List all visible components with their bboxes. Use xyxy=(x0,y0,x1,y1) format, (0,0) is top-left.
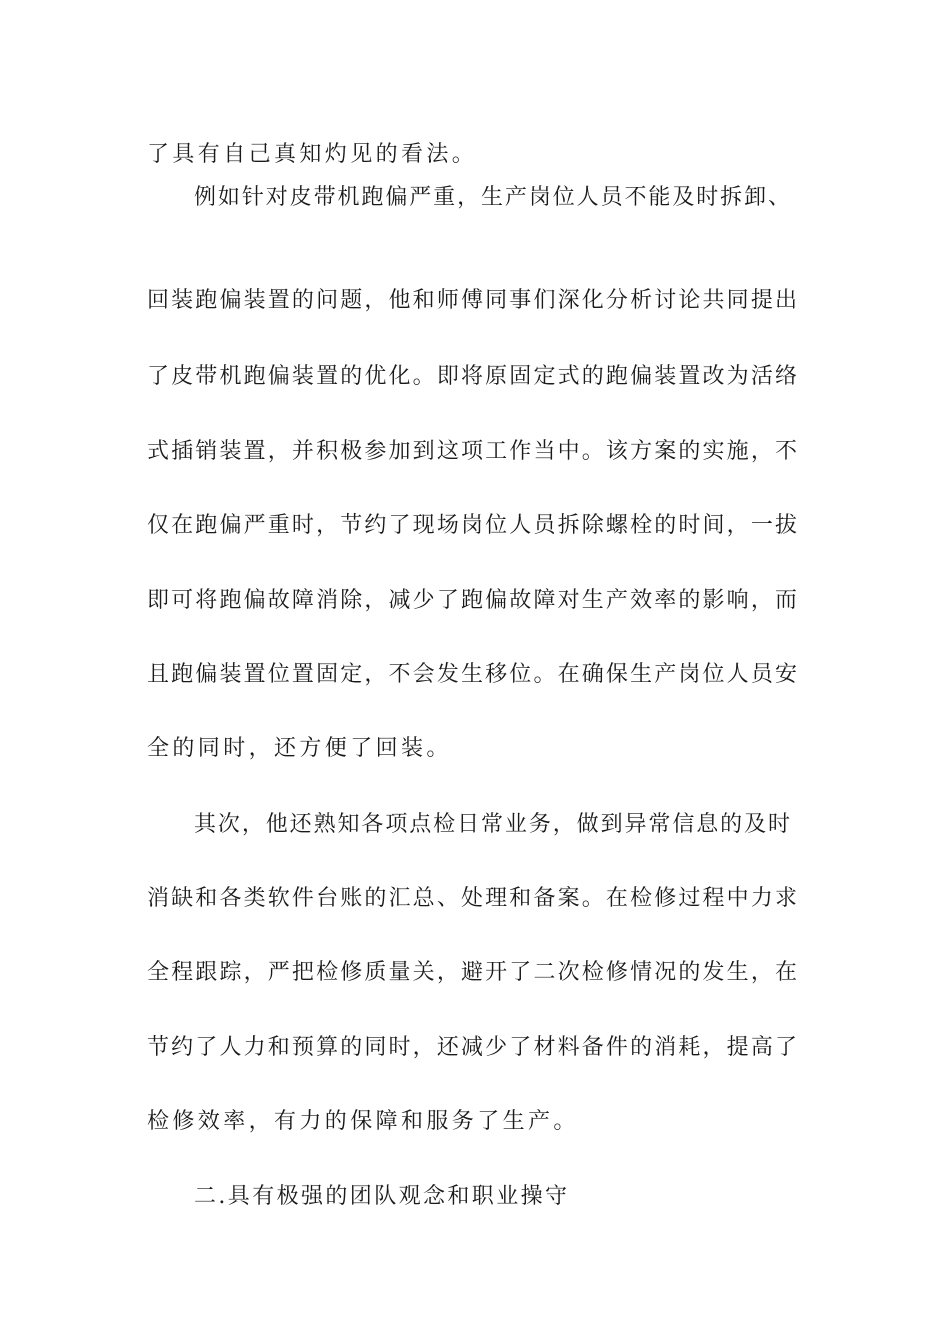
paragraph-line: 检修效率，有力的保障和服务了生产。 xyxy=(147,1109,579,1134)
paragraph-line: 其次，他还熟知各项点检日常业务，做到异常信息的及时 xyxy=(194,812,790,837)
paragraph-line: 了具有自己真知灼见的看法。 xyxy=(147,142,478,167)
paragraph-line: 回装跑偏装置的问题，他和师傅同事们深化分析讨论共同提出 xyxy=(147,288,797,313)
paragraph-line: 例如针对皮带机跑偏严重，生产岗位人员不能及时拆卸、 xyxy=(194,185,790,210)
paragraph-line: 全程跟踪，严把检修质量关，避开了二次检修情况的发生，在 xyxy=(147,960,797,985)
paragraph-line: 消缺和各类软件台账的汇总、处理和备案。在检修过程中力求 xyxy=(147,886,797,911)
paragraph-line: 式插销装置，并积极参加到这项工作当中。该方案的实施，不 xyxy=(147,439,797,464)
section-heading: 二.具有极强的团队观念和职业操守 xyxy=(194,1184,570,1209)
paragraph-line: 且跑偏装置位置固定，不会发生移位。在确保生产岗位人员安 xyxy=(147,662,797,687)
paragraph-line: 了皮带机跑偏装置的优化。即将原固定式的跑偏装置改为活络 xyxy=(147,364,797,389)
paragraph-line: 节约了人力和预算的同时，还减少了材料备件的消耗，提高了 xyxy=(147,1035,797,1060)
paragraph-line: 仅在跑偏严重时，节约了现场岗位人员拆除螺栓的时间，一拔 xyxy=(147,513,797,538)
paragraph-line: 即可将跑偏故障消除，减少了跑偏故障对生产效率的影响，而 xyxy=(147,588,797,613)
paragraph-line: 全的同时，还方便了回装。 xyxy=(147,736,452,761)
